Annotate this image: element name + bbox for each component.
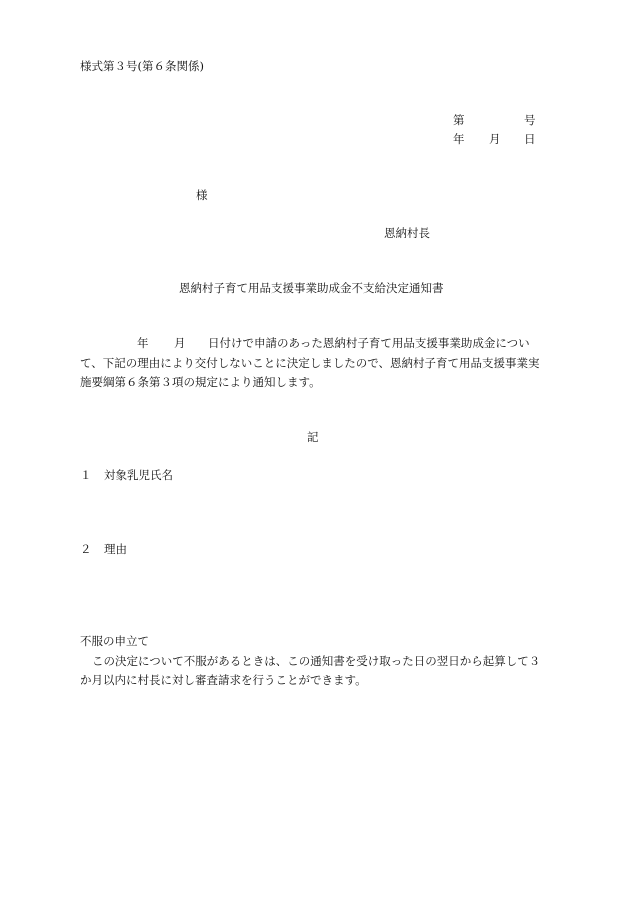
date-day: 日: [524, 132, 536, 146]
doc-number-suffix: 号: [524, 113, 536, 127]
body-month: 月: [174, 336, 186, 350]
body-line-1: 日付けで申請のあった恩納村子育て用品支援事業助成金につい: [208, 336, 530, 350]
item-2-number: ２: [80, 542, 92, 556]
body-year: 年: [137, 336, 149, 350]
addressee-honorific: 様: [196, 188, 208, 202]
issuer: 恩納村長: [384, 226, 430, 240]
item-1-label: 対象乳児氏名: [104, 468, 173, 482]
objection-line-2: か月以内に村長に対し審査請求を行うことができます。: [80, 673, 367, 687]
date-month: 月: [489, 132, 501, 146]
body-line-2: て、下記の理由により交付しないことに決定しましたので、恩納村子育て用品支援事業実: [80, 356, 540, 370]
objection-line-1: この決定について不服があるときは、この通知書を受け取った日の翌日から起算して３: [92, 654, 541, 668]
objection-heading: 不服の申立て: [80, 634, 149, 648]
doc-number-prefix: 第: [453, 113, 465, 127]
date-year: 年: [453, 132, 465, 146]
item-2-label: 理由: [104, 542, 127, 556]
document-title: 恩納村子育て用品支援事業助成金不支給決定通知書: [179, 281, 444, 295]
item-1-number: １: [80, 468, 92, 482]
ki-heading: 記: [307, 430, 319, 444]
body-line-3: 施要綱第６条第３項の規定により通知します。: [80, 375, 321, 389]
form-number: 様式第３号(第６条関係): [80, 59, 204, 73]
